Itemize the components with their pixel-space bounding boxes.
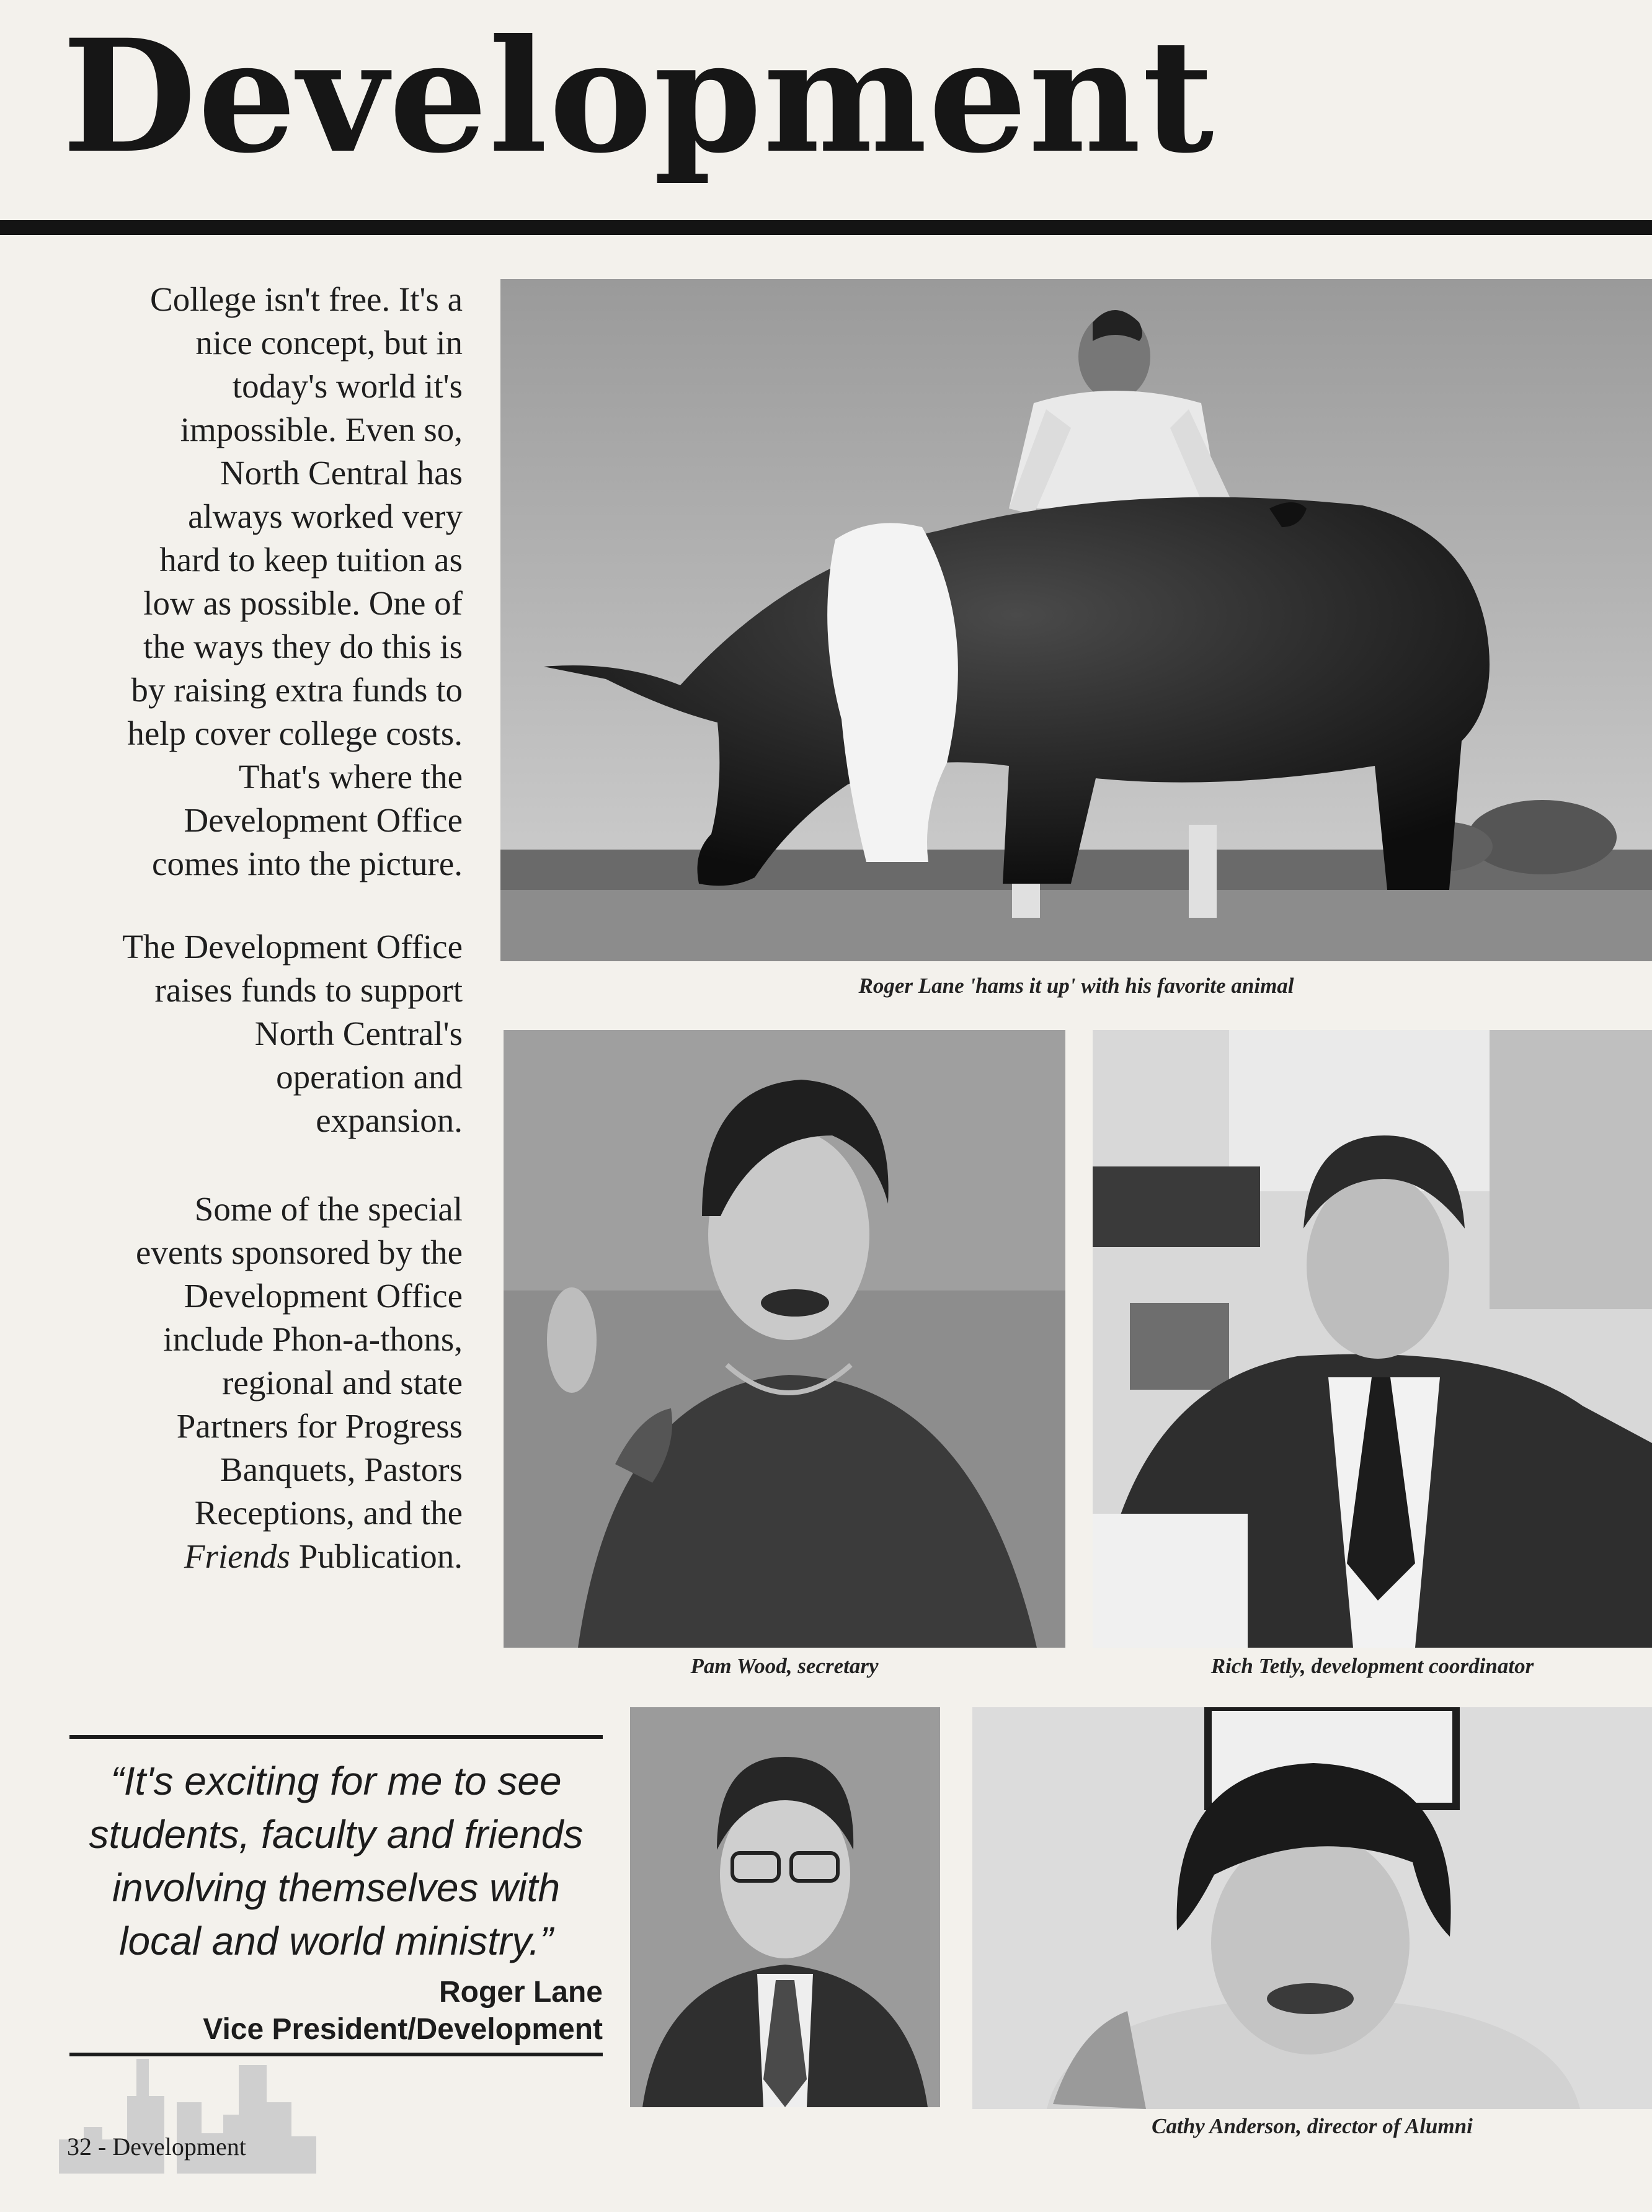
text-line: regional and state [222,1364,463,1401]
text-line: help cover college costs. [127,714,463,752]
intro-paragraph-2 [122,925,463,1142]
text-line: Banquets, Pastors [220,1450,463,1488]
title-rule [0,220,1652,235]
quote-author-role: Vice President/Development [203,2013,603,2046]
quote-attribution [69,1974,603,2048]
intro-paragraph-3 [136,1188,463,1578]
intro-paragraph-1 [127,278,463,886]
caption-rich-tetly: Rich Tetly, development coordinator [1210,1654,1534,1678]
text-line: Partners for Progress [176,1407,463,1445]
text-line: comes into the picture. [152,845,463,882]
text-line: Development Office [184,801,463,839]
quote-text [69,1754,603,1968]
photo-roger-lane-portrait [630,1707,940,2107]
text-line: by raising extra funds to [131,671,463,709]
caption-pam-wood: Pam Wood, secretary [690,1654,879,1678]
text-line: That's where the [238,758,463,796]
quote-author-name: Roger Lane [438,1976,603,2009]
text-line: include Phon-a-thons, [163,1320,463,1358]
text-line: the ways they do this is [143,628,463,665]
text-line: nice concept, but in [195,324,463,362]
text-line: events sponsored by the [136,1233,463,1271]
text-line: Some of the special [194,1190,463,1228]
photo-rich-tetly [1093,1030,1652,1648]
text-line-last [136,1535,463,1578]
quote-line: “It's exciting for me to see [110,1759,562,1803]
quote-line: local and world ministry.” [119,1919,553,1963]
text-line: North Central's [254,1015,463,1052]
text-line: College isn't free. It's a [150,280,463,318]
photo-roger-pig [500,279,1652,961]
caption-cathy-anderson: Cathy Anderson, director of Alumni [1152,2114,1473,2138]
text-line: The Development Office [122,928,463,966]
text-line: impossible. Even so, [180,411,463,448]
text-line: operation and [276,1058,463,1096]
photo-cathy-anderson [972,1707,1652,2109]
quote-line: students, faculty and friends [89,1812,584,1857]
text-line: expansion. [316,1101,463,1139]
publication-name: Friends [184,1537,290,1575]
text-line: Development Office [184,1277,463,1315]
caption-roger-pig: Roger Lane 'hams it up' with his favorite animal [858,974,1294,998]
text-line: North Central has [220,454,463,492]
text-line: raises funds to support [154,971,463,1009]
text-line: always worked very [188,497,463,535]
quote-line: involving themselves with [112,1865,561,1910]
text-line: today's world it's [232,367,463,405]
page-title: Development [62,5,1215,187]
text-line: hard to keep tuition as [159,541,463,579]
publication-suffix: Publication. [290,1537,463,1575]
page-folio: 32 - Development [67,2133,246,2161]
text-line: Receptions, and the [194,1494,463,1532]
text-line: low as possible. One of [143,584,463,622]
pull-quote [69,1735,603,2056]
photo-pam-wood [504,1030,1065,1648]
